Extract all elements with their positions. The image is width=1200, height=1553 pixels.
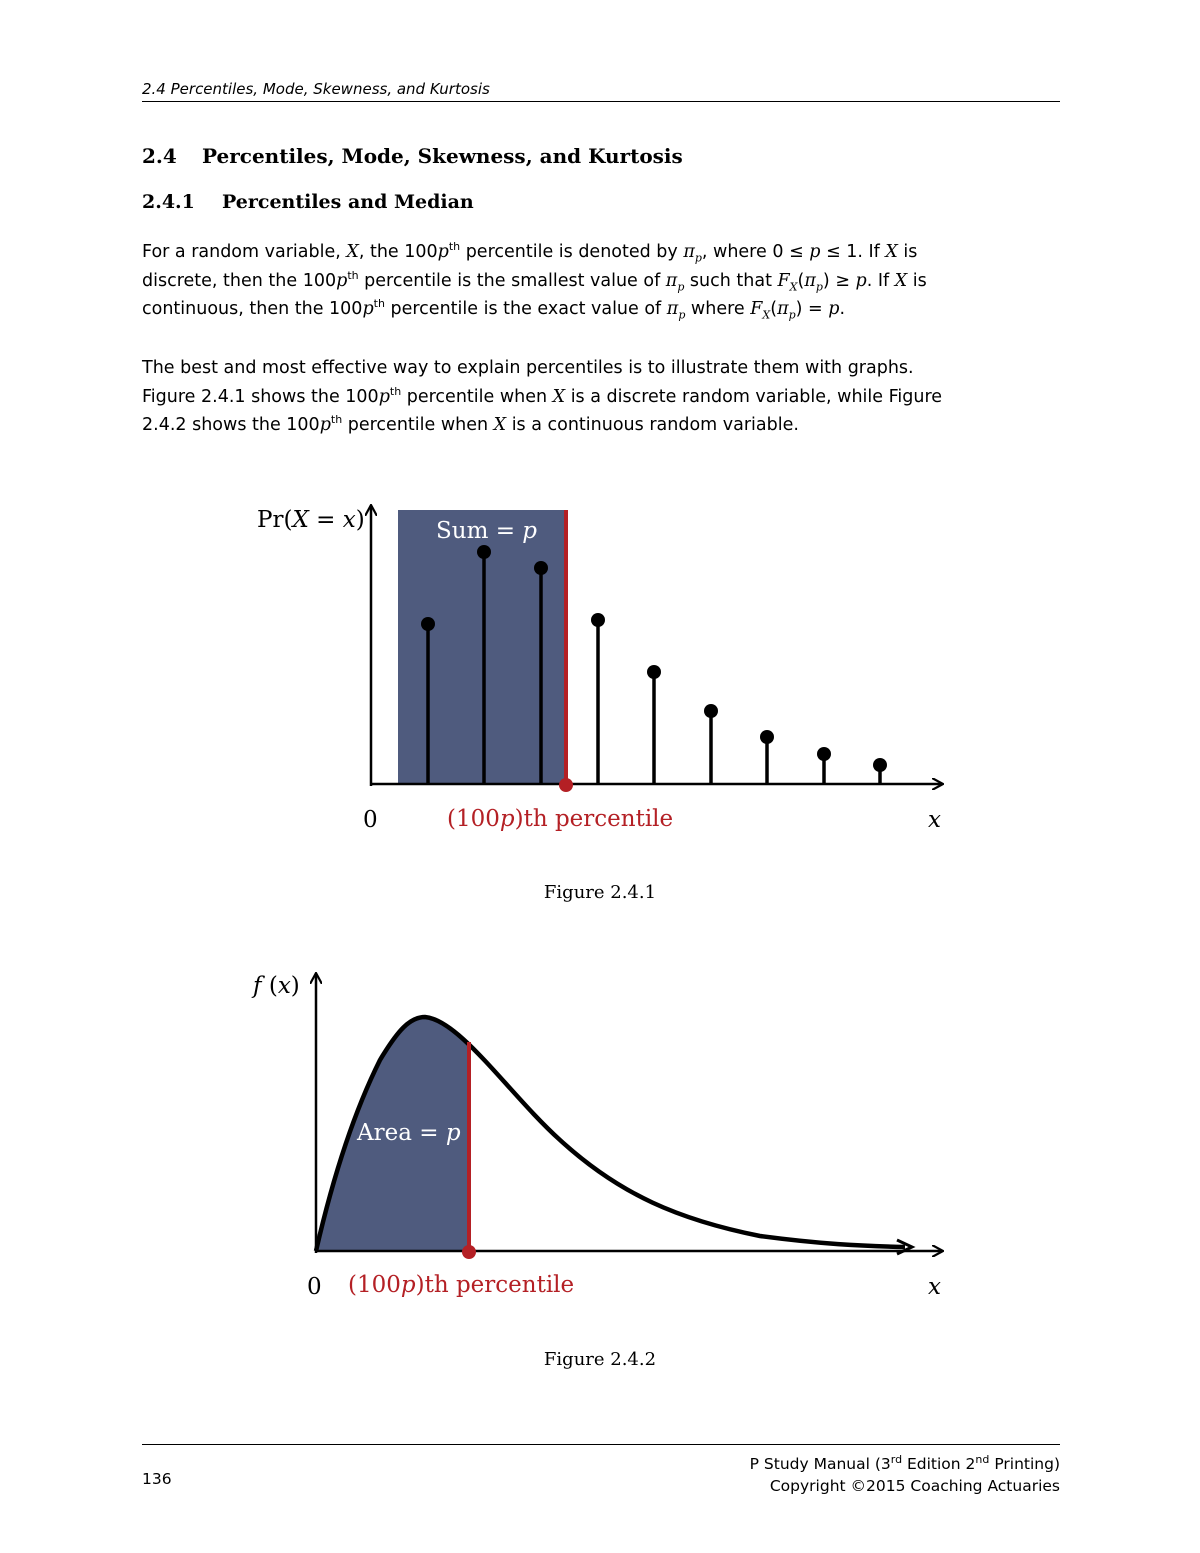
percentile-point <box>559 778 573 792</box>
x-axis-label: x <box>928 807 941 833</box>
text: continuous, then the 100 <box>142 299 363 319</box>
subscript: p <box>788 308 796 322</box>
point <box>817 747 831 761</box>
x-axis-label: x <box>928 1274 941 1300</box>
percentile-label: (100p)th percentile <box>348 1272 575 1298</box>
subscript: X <box>762 308 771 322</box>
page-number: 136 <box>142 1470 172 1488</box>
math-var: X <box>346 242 359 262</box>
math-var: p <box>362 299 374 319</box>
subsection-number: 2.4.1 <box>142 191 195 213</box>
figure-caption: Figure 2.4.2 <box>543 1349 657 1370</box>
shaded-label: Area = p <box>357 1120 461 1146</box>
math-var: p <box>319 415 331 435</box>
text: discrete, then the 100 <box>142 270 337 291</box>
math-var: π <box>665 270 678 291</box>
superscript: th <box>330 413 343 427</box>
text: is a discrete random variable, while Figure <box>565 386 943 407</box>
text: percentile is the smallest value of <box>358 270 666 291</box>
point <box>591 613 605 627</box>
text: is a continuous random variable. <box>506 415 799 435</box>
text: 2.4.2 shows the 100 <box>142 415 320 435</box>
footer-copyright: Copyright ©2015 Coaching Actuaries <box>769 1477 1060 1495</box>
text: Figure 2.4.1 shows the 100 <box>142 386 379 407</box>
text: ) = <box>795 299 829 319</box>
text: P Study Manual (3 <box>749 1455 891 1473</box>
text: ) ≥ <box>822 270 856 291</box>
text: , where 0 ≤ <box>701 242 810 262</box>
superscript: rd <box>890 1452 903 1466</box>
shaded-label: Sum = p <box>436 518 538 544</box>
text: For a random variable, <box>142 242 347 262</box>
section-number: 2.4 <box>142 144 177 168</box>
point <box>873 758 887 772</box>
math-var: X <box>885 242 898 262</box>
math-var: p <box>336 270 348 291</box>
math-var: X <box>493 415 507 435</box>
math-var: p <box>437 242 449 262</box>
math-var: F <box>777 270 790 291</box>
math-var: π <box>666 299 679 319</box>
subscript: p <box>694 251 702 265</box>
superscript: nd <box>975 1452 990 1466</box>
text: ( <box>770 299 778 319</box>
running-header: 2.4 Percentiles, Mode, Skewness, and Kurtosis <box>142 80 490 98</box>
math-var: F <box>750 299 763 319</box>
math-var: p <box>855 270 867 291</box>
text: . If <box>866 270 895 291</box>
math-var: X <box>894 270 908 291</box>
superscript: th <box>448 240 461 254</box>
figure-caption: Figure 2.4.1 <box>543 882 657 903</box>
math-var: p <box>828 299 840 319</box>
math-var: X <box>552 386 566 407</box>
percentile-label: (100p)th percentile <box>447 806 674 832</box>
text: ≤ 1. If <box>820 242 886 262</box>
text: percentile when <box>342 415 494 435</box>
text: such that <box>684 270 778 291</box>
point <box>421 617 435 631</box>
math-var: π <box>683 242 695 262</box>
section-title: Percentiles, Mode, Skewness, and Kurtosis <box>202 144 683 168</box>
text: is <box>907 270 927 291</box>
math-var: π <box>777 299 789 319</box>
text: percentile is the exact value of <box>384 299 667 319</box>
subscript: p <box>677 280 685 293</box>
point <box>647 665 661 679</box>
point <box>760 730 774 744</box>
superscript: th <box>373 297 385 311</box>
text: Edition 2 <box>902 1455 976 1473</box>
point <box>534 561 548 575</box>
subsection-title: Percentiles and Median <box>222 191 474 213</box>
text: percentile is denoted by <box>460 242 684 262</box>
text: . <box>839 299 846 319</box>
superscript: th <box>389 384 402 398</box>
text: ( <box>797 270 805 291</box>
footer-book-title <box>749 1452 1060 1473</box>
y-axis-label: f (x) <box>253 973 300 999</box>
point <box>704 704 718 718</box>
percentile-point <box>462 1245 476 1259</box>
paragraph-line: The best and most effective way to explain percentiles is to illustrate them with graphs. <box>142 358 914 378</box>
footer-rule <box>142 1444 1060 1445</box>
text: percentile when <box>401 386 553 407</box>
subscript: X <box>789 280 798 293</box>
y-axis-label: Pr(X = x) <box>257 507 365 533</box>
text: Printing) <box>989 1455 1060 1473</box>
point <box>477 545 491 559</box>
text: where <box>685 299 751 319</box>
origin-label: 0 <box>363 807 378 833</box>
subscript: p <box>815 280 823 293</box>
math-var: p <box>809 242 821 262</box>
text: , the 100 <box>358 242 438 262</box>
math-var: p <box>378 386 390 407</box>
subscript: p <box>678 308 686 322</box>
math-var: π <box>804 270 816 291</box>
origin-label: 0 <box>307 1274 322 1300</box>
text: is <box>897 242 918 262</box>
superscript: th <box>347 268 359 282</box>
